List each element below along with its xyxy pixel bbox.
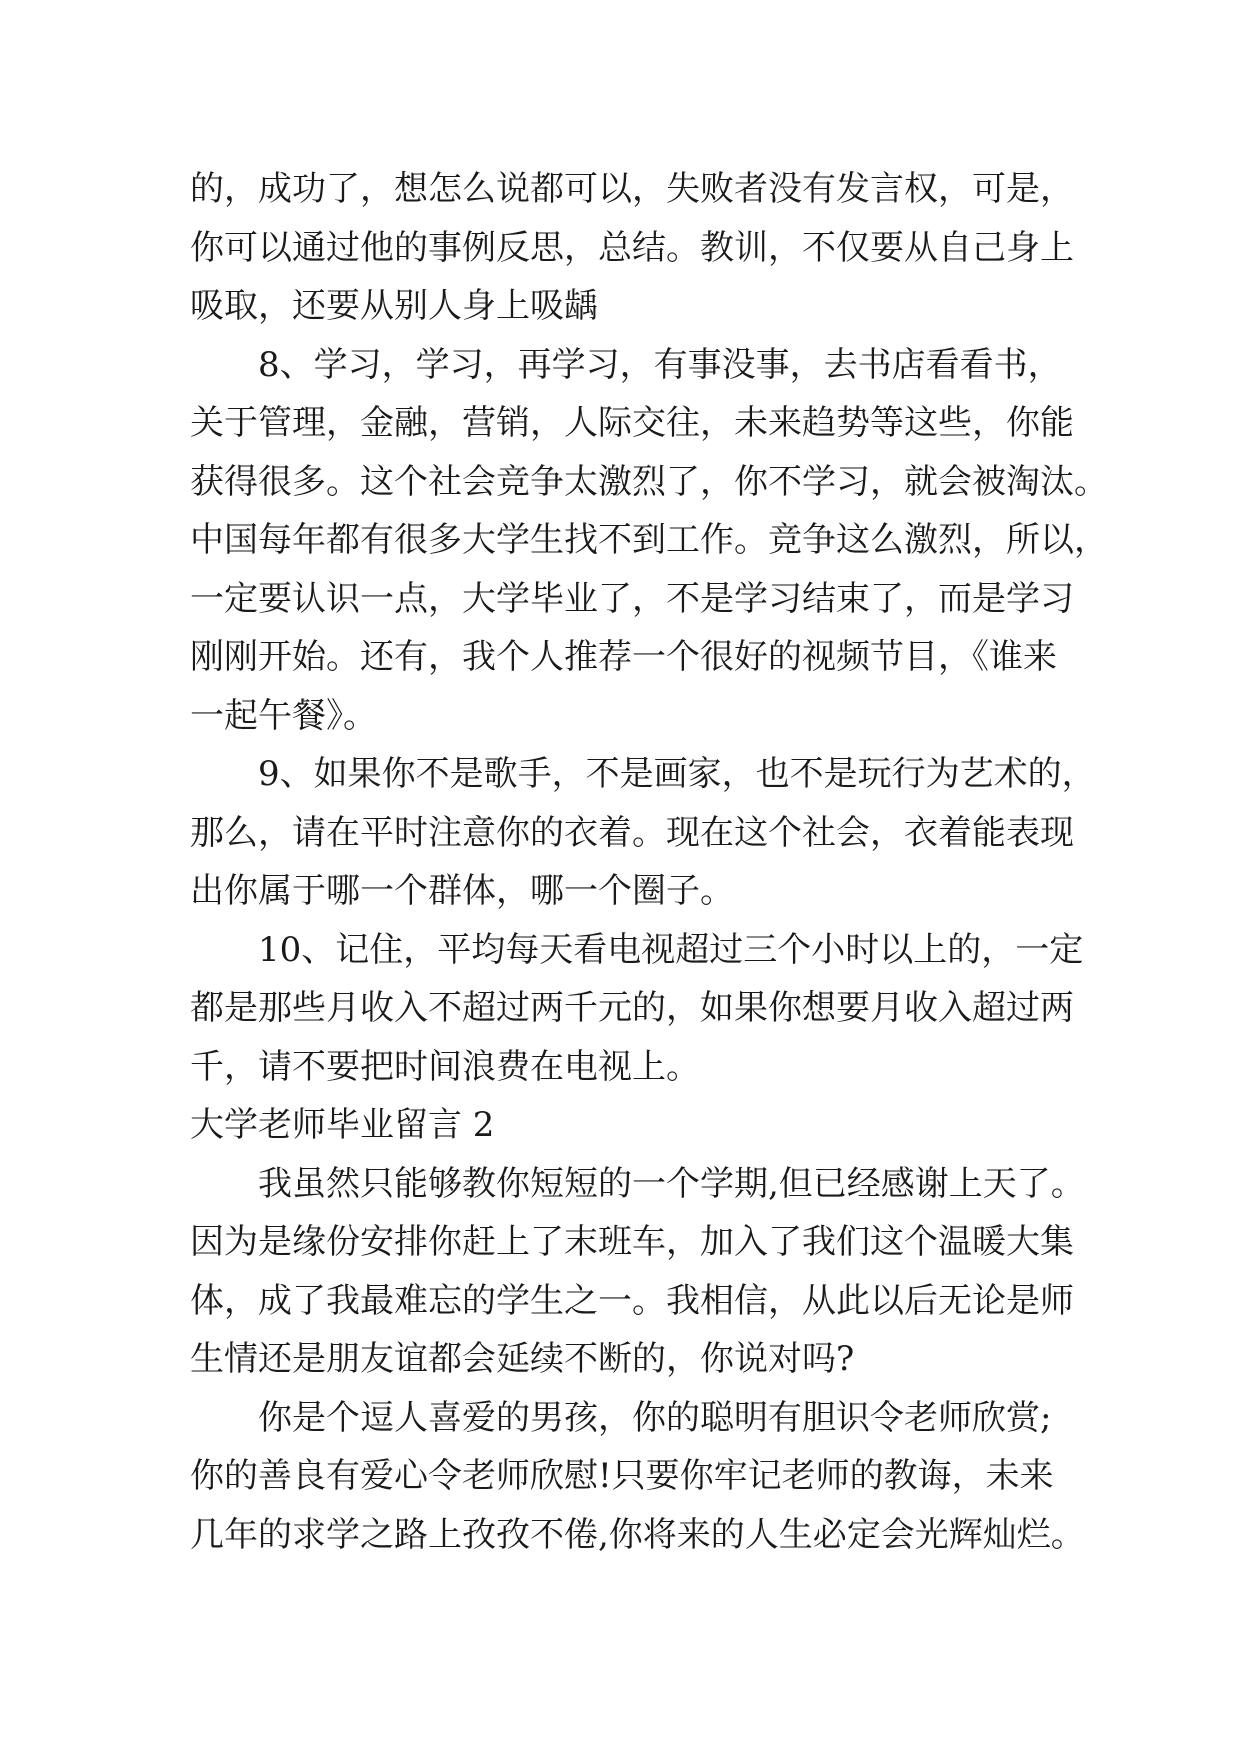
text-line: 8、学习，学习，再学习，有事没事，去书店看看书， bbox=[258, 344, 1062, 385]
text-line: 10、记住，平均每天看电视超过三个小时以上的，一定 bbox=[258, 929, 1084, 970]
text-line: 获得很多。这个社会竞争太激烈了，你不学习，就会被淘汰。 bbox=[190, 461, 1108, 502]
text-line: 的，成功了，想怎么说都可以，失败者没有发言权，可是， bbox=[190, 169, 1074, 209]
text-line: 都是那些月收入不超过两千元的，如果你想要月收入超过两 bbox=[190, 988, 1074, 1028]
section-heading: 大学老师毕业留言 2 bbox=[190, 1105, 495, 1145]
text-line: 因为是缘份安排你赶上了末班车，加入了我们这个温暖大集 bbox=[190, 1222, 1074, 1262]
text-line: 刚刚开始。还有，我个人推荐一个很好的视频节目，《谁来 bbox=[190, 637, 1057, 677]
text-line: 中国每年都有很多大学生找不到工作。竞争这么激烈，所以， bbox=[190, 520, 1108, 560]
text-line: 几年的求学之路上孜孜不倦,你将来的人生必定会光辉灿烂。 bbox=[190, 1514, 1085, 1555]
document-page bbox=[190, 160, 1108, 1564]
text-line: 吸取，还要从别人身上吸龋 bbox=[190, 286, 598, 326]
text-line: 关于管理，金融，营销，人际交往，未来趋势等这些，你能 bbox=[190, 403, 1074, 443]
text-line: 9、如果你不是歌手，不是画家，也不是玩行为艺术的， bbox=[258, 754, 1096, 794]
text-line: 体，成了我最难忘的学生之一。我相信，从此以后无论是师 bbox=[190, 1280, 1074, 1321]
text-line: 出你属于哪一个群体，哪一个圈子。 bbox=[190, 871, 734, 911]
text-line: 一定要认识一点，大学毕业了，不是学习结束了，而是学习 bbox=[190, 578, 1074, 619]
text-line: 你是个逗人喜爱的男孩，你的聪明有胆识令老师欣赏; bbox=[258, 1397, 1052, 1438]
text-line: 千，请不要把时间浪费在电视上。 bbox=[190, 1046, 700, 1087]
text-line: 一起午餐》。 bbox=[190, 695, 377, 736]
text-line: 你可以通过他的事例反思，总结。教训，不仅要从自己身上 bbox=[190, 227, 1074, 268]
text-line: 你的善良有爱心令老师欣慰!只要你牢记老师的教诲，未来 bbox=[190, 1456, 1054, 1496]
text-line: 我虽然只能够教你短短的一个学期,但已经感谢上天了。 bbox=[258, 1163, 1085, 1204]
text-line: 那么，请在平时注意你的衣着。现在这个社会，衣着能表现 bbox=[190, 812, 1074, 853]
text-line: 生情还是朋友谊都会延续不断的，你说对吗? bbox=[190, 1339, 855, 1379]
